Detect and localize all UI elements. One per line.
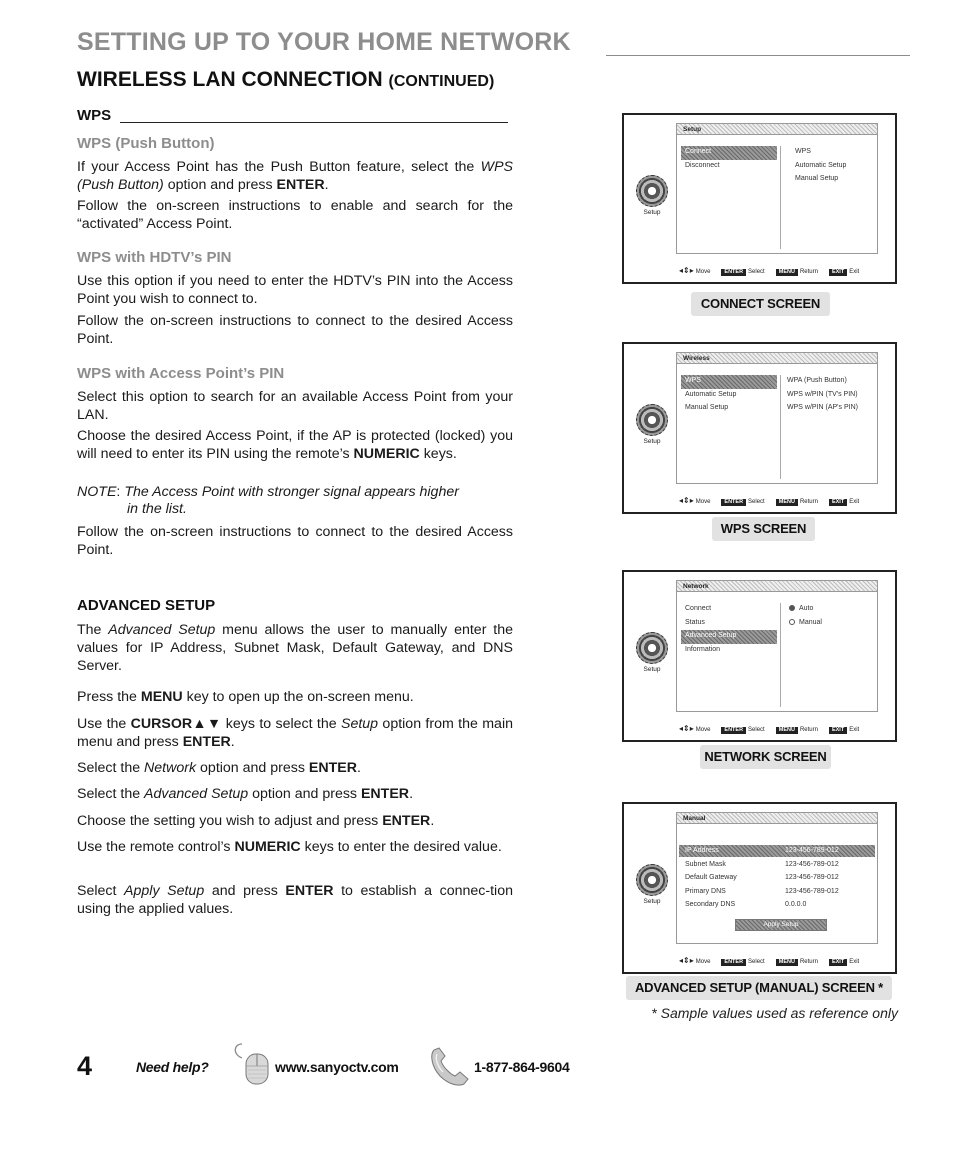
field-subnet-mask-value[interactable]: 123-456-789-012 [785, 860, 839, 868]
wps-ap-pin-p3: Follow the on-screen instructions to connect to the desired Access Point. [77, 524, 513, 558]
title-rule [606, 55, 910, 56]
enter-key-icon: ENTER [721, 959, 746, 966]
phone-number[interactable]: 1-877-864-9604 [474, 1059, 570, 1075]
advanced-step-1 [77, 688, 513, 706]
text-bold: NUMERIC [353, 446, 420, 462]
wps-ap-pin-p2 [77, 427, 513, 463]
network-panel-header: Network [677, 581, 877, 592]
menu-item-wps-push-button[interactable]: WPA (Push Button) [787, 377, 847, 384]
connect-screen-caption: CONNECT SCREEN [691, 292, 830, 316]
advanced-step-3 [77, 759, 513, 777]
text-bold: ENTER [276, 177, 325, 193]
menu-key-icon: MENU [776, 499, 798, 506]
enter-key-icon: ENTER [721, 269, 746, 276]
text-bold: MENU [140, 689, 183, 705]
text: Select the [77, 786, 145, 802]
text-bold: CURSOR▲▼ [130, 716, 222, 732]
need-help-label: Need help? [136, 1059, 209, 1075]
footer-exit: Exit [849, 959, 860, 965]
subtitle-main: WIRELESS LAN CONNECTION [77, 68, 383, 91]
exit-key-icon: EXIT [829, 499, 847, 506]
text-bold: ENTER [285, 883, 334, 899]
menu-key-icon: MENU [776, 727, 798, 734]
text-bold: NUMERIC [234, 839, 301, 855]
manual-field-values [781, 845, 877, 913]
menu-item-information[interactable]: Information [685, 645, 721, 653]
text: to establish a connec-tion using the applied values. [77, 883, 513, 917]
footer-return: Return [799, 727, 818, 733]
menu-item-manual-setup[interactable]: Manual Setup [685, 404, 729, 411]
column-divider [780, 146, 781, 249]
wps-ap-pin-heading: WPS with Access Point’s PIN [77, 365, 285, 382]
text-italic: WPS (Push Button) [77, 159, 513, 193]
footer-exit: Exit [849, 727, 860, 733]
text: option and press [163, 177, 277, 193]
screen-footer [679, 724, 881, 734]
text: option and press [196, 760, 309, 776]
text: . [324, 177, 329, 193]
website-link[interactable]: www.sanyoctv.com [275, 1059, 399, 1075]
enter-key-icon: ENTER [721, 499, 746, 506]
footer-move: Move [695, 959, 711, 965]
text: keys. [419, 446, 457, 462]
screen-footer [679, 266, 881, 276]
footer-return: Return [799, 499, 818, 505]
setup-gear-icon [632, 175, 672, 225]
connect-panel-header: Setup [677, 124, 877, 135]
footer-select: Select [748, 499, 765, 505]
manual-panel-header: Manual [677, 813, 877, 824]
exit-key-icon: EXIT [829, 959, 847, 966]
setup-icon-label: Setup [643, 666, 661, 673]
menu-item-wps-tv-pin[interactable]: WPS w/PIN (TV's PIN) [787, 390, 858, 398]
text-bold: ENTER [182, 734, 231, 750]
note-line: The Access Point with stronger signal appears higher [124, 484, 459, 500]
apply-setup-button[interactable]: Apply Setup [735, 919, 827, 931]
text: Select [77, 883, 125, 899]
advanced-setup-intro [77, 621, 513, 675]
footer-return: Return [799, 959, 818, 965]
footer-move: Move [695, 269, 711, 275]
wps-left-menu [681, 375, 777, 416]
field-default-gateway-label: Default Gateway [685, 874, 737, 881]
wps-screen [622, 342, 897, 514]
note-line: in the list. [127, 501, 187, 517]
computer-mouse-icon [228, 1040, 272, 1086]
network-screen [622, 570, 897, 742]
screen-footer [679, 496, 881, 506]
menu-item-wps[interactable]: WPS [795, 148, 811, 155]
text: keys to select the [221, 716, 341, 732]
page-subtitle [77, 68, 494, 92]
setup-icon-label: Setup [643, 438, 661, 445]
setup-icon-label: Setup [643, 898, 661, 905]
menu-item-wps[interactable]: WPS [681, 375, 777, 389]
subtitle-suffix: (CONTINUED) [388, 73, 495, 90]
footer-exit: Exit [849, 499, 860, 505]
field-ip-address-label: IP Address [685, 847, 719, 854]
connect-left-menu [681, 146, 777, 173]
menu-item-advanced-setup[interactable]: Advanced Setup [681, 630, 777, 644]
text-italic: Advanced Setup [108, 622, 216, 638]
footer-select: Select [748, 959, 765, 965]
connect-right-menu [791, 146, 877, 187]
text: Press the [77, 689, 141, 705]
sample-values-footnote: * Sample values used as reference only [651, 1005, 898, 1021]
menu-item-automatic-setup[interactable]: Automatic Setup [795, 161, 847, 169]
text-italic: Apply Setup [124, 883, 205, 899]
menu-item-connect[interactable]: Connect [681, 146, 777, 160]
text: The [77, 622, 109, 638]
setup-gear-icon [632, 404, 672, 454]
footer-return: Return [799, 269, 818, 275]
text: Choose the desired Access Point, if the AP is protected (locked) you will need to enter its PIN using the remote’s [77, 428, 513, 462]
connect-panel [676, 123, 878, 254]
text: option and press [248, 786, 361, 802]
exit-key-icon: EXIT [829, 269, 847, 276]
menu-key-icon: MENU [776, 959, 798, 966]
footer-exit: Exit [849, 269, 860, 275]
gear-graphic [636, 632, 668, 664]
column-divider [780, 603, 781, 707]
move-arrows-icon: ◂⇕▸ [679, 724, 694, 733]
text: key to open up the on-screen menu. [182, 689, 414, 705]
manual-panel [676, 812, 878, 944]
network-panel [676, 580, 878, 712]
manual-screen-caption: ADVANCED SETUP (MANUAL) SCREEN * [626, 976, 892, 1000]
wps-ap-pin-note [77, 484, 513, 518]
text: Select the [77, 760, 145, 776]
manual-field-labels [681, 845, 777, 913]
radio-unchecked-icon [789, 619, 795, 625]
wps-hdtv-pin-p1: Use this option if you need to enter the HDTV’s PIN into the Access Point you wish to connect to. [77, 273, 513, 307]
wps-heading: WPS [77, 107, 112, 124]
gear-graphic [636, 404, 668, 436]
wps-push-button-p1 [77, 158, 513, 194]
menu-item-manual-setup[interactable]: Manual Setup [795, 175, 839, 182]
text: Choose the setting you wish to adjust and press [77, 813, 383, 829]
text: . [230, 734, 235, 750]
field-ip-address-value[interactable]: 123-456-789-012 [785, 847, 839, 854]
text-italic: Network [144, 760, 197, 776]
phone-icon [428, 1046, 472, 1088]
gear-graphic [636, 175, 668, 207]
field-primary-dns-value[interactable]: 123-456-789-012 [785, 887, 839, 895]
connect-screen [622, 113, 897, 284]
gear-graphic [636, 864, 668, 896]
field-secondary-dns-value[interactable]: 0.0.0.0 [785, 901, 807, 908]
footer-select: Select [748, 269, 765, 275]
wps-hdtv-pin-p2: Follow the on-screen instructions to connect to the desired Access Point. [77, 313, 513, 347]
radio-manual-label: Manual [799, 618, 822, 626]
advanced-step-5 [77, 812, 513, 830]
menu-item-automatic-setup[interactable]: Automatic Setup [685, 390, 737, 398]
advanced-step-7 [77, 882, 513, 918]
wps-panel [676, 352, 878, 484]
network-screen-caption: NETWORK SCREEN [700, 745, 831, 769]
network-left-menu [681, 603, 777, 657]
menu-item-disconnect[interactable]: Disconnect [685, 161, 720, 169]
move-arrows-icon: ◂⇕▸ [679, 956, 694, 965]
menu-item-wps-ap-pin[interactable]: WPS w/PIN (AP's PIN) [787, 404, 858, 411]
menu-item-status[interactable]: Status [685, 618, 705, 626]
text-bold: ENTER [360, 786, 410, 802]
move-arrows-icon: ◂⇕▸ [679, 266, 694, 275]
wps-right-menu [783, 375, 877, 416]
footer-move: Move [695, 727, 711, 733]
column-divider [780, 375, 781, 479]
wps-heading-rule [120, 122, 508, 123]
text: menu allows the user to manually enter the values for IP Address, Subnet Mask, Default Gateway, and DNS Server. [77, 622, 513, 674]
wps-ap-pin-p1: Select this option to search for an available Access Point from your LAN. [77, 389, 513, 423]
field-subnet-mask-label: Subnet Mask [685, 860, 726, 868]
wps-panel-header: Wireless [677, 353, 877, 364]
text: option from the main menu and press [77, 716, 513, 750]
note-separator: : [116, 484, 125, 500]
text: Use the remote control’s [77, 839, 235, 855]
advanced-setup-heading: ADVANCED SETUP [77, 597, 216, 614]
footer-select: Select [748, 727, 765, 733]
setup-icon-label: Setup [643, 209, 661, 216]
move-arrows-icon: ◂⇕▸ [679, 496, 694, 505]
radio-manual[interactable] [785, 617, 871, 631]
enter-key-icon: ENTER [721, 727, 746, 734]
radio-auto[interactable] [785, 603, 871, 617]
wps-hdtv-pin-heading: WPS with HDTV’s PIN [77, 249, 232, 266]
setup-gear-icon [632, 632, 672, 682]
field-primary-dns-label: Primary DNS [685, 887, 726, 895]
text: . [409, 786, 414, 802]
advanced-step-2 [77, 715, 513, 751]
text-bold: ENTER [382, 813, 431, 829]
radio-auto-label: Auto [799, 605, 814, 612]
wps-push-button-p2: Follow the on-screen instructions to enable and search for the “activated” Access Point. [77, 198, 513, 232]
footer-move: Move [695, 499, 711, 505]
text: . [430, 813, 435, 829]
text: and press [204, 883, 286, 899]
screen-footer [679, 956, 881, 966]
text: keys to enter the desired value. [300, 839, 502, 855]
text: . [356, 760, 361, 776]
setup-gear-icon [632, 864, 672, 914]
text: Use the [77, 716, 131, 732]
wps-screen-caption: WPS SCREEN [712, 517, 815, 541]
exit-key-icon: EXIT [829, 727, 847, 734]
text-italic: Setup [341, 716, 379, 732]
wps-push-button-heading: WPS (Push Button) [77, 135, 215, 152]
note-label: NOTE [77, 484, 117, 500]
advanced-step-6 [77, 838, 513, 856]
field-default-gateway-value[interactable]: 123-456-789-012 [785, 874, 839, 881]
text-italic: Advanced Setup [144, 786, 249, 802]
text: If your Access Point has the Push Button feature, select the [77, 159, 481, 175]
radio-checked-icon [789, 605, 795, 611]
menu-item-connect[interactable]: Connect [685, 605, 712, 612]
text-bold: ENTER [308, 760, 357, 776]
page-number: 4 [77, 1051, 93, 1081]
page-title: SETTING UP TO YOUR HOME NETWORK [77, 28, 571, 56]
field-secondary-dns-label: Secondary DNS [685, 901, 736, 908]
manual-screen [622, 802, 897, 974]
advanced-step-4 [77, 785, 513, 803]
menu-key-icon: MENU [776, 269, 798, 276]
network-right-menu [785, 603, 871, 630]
